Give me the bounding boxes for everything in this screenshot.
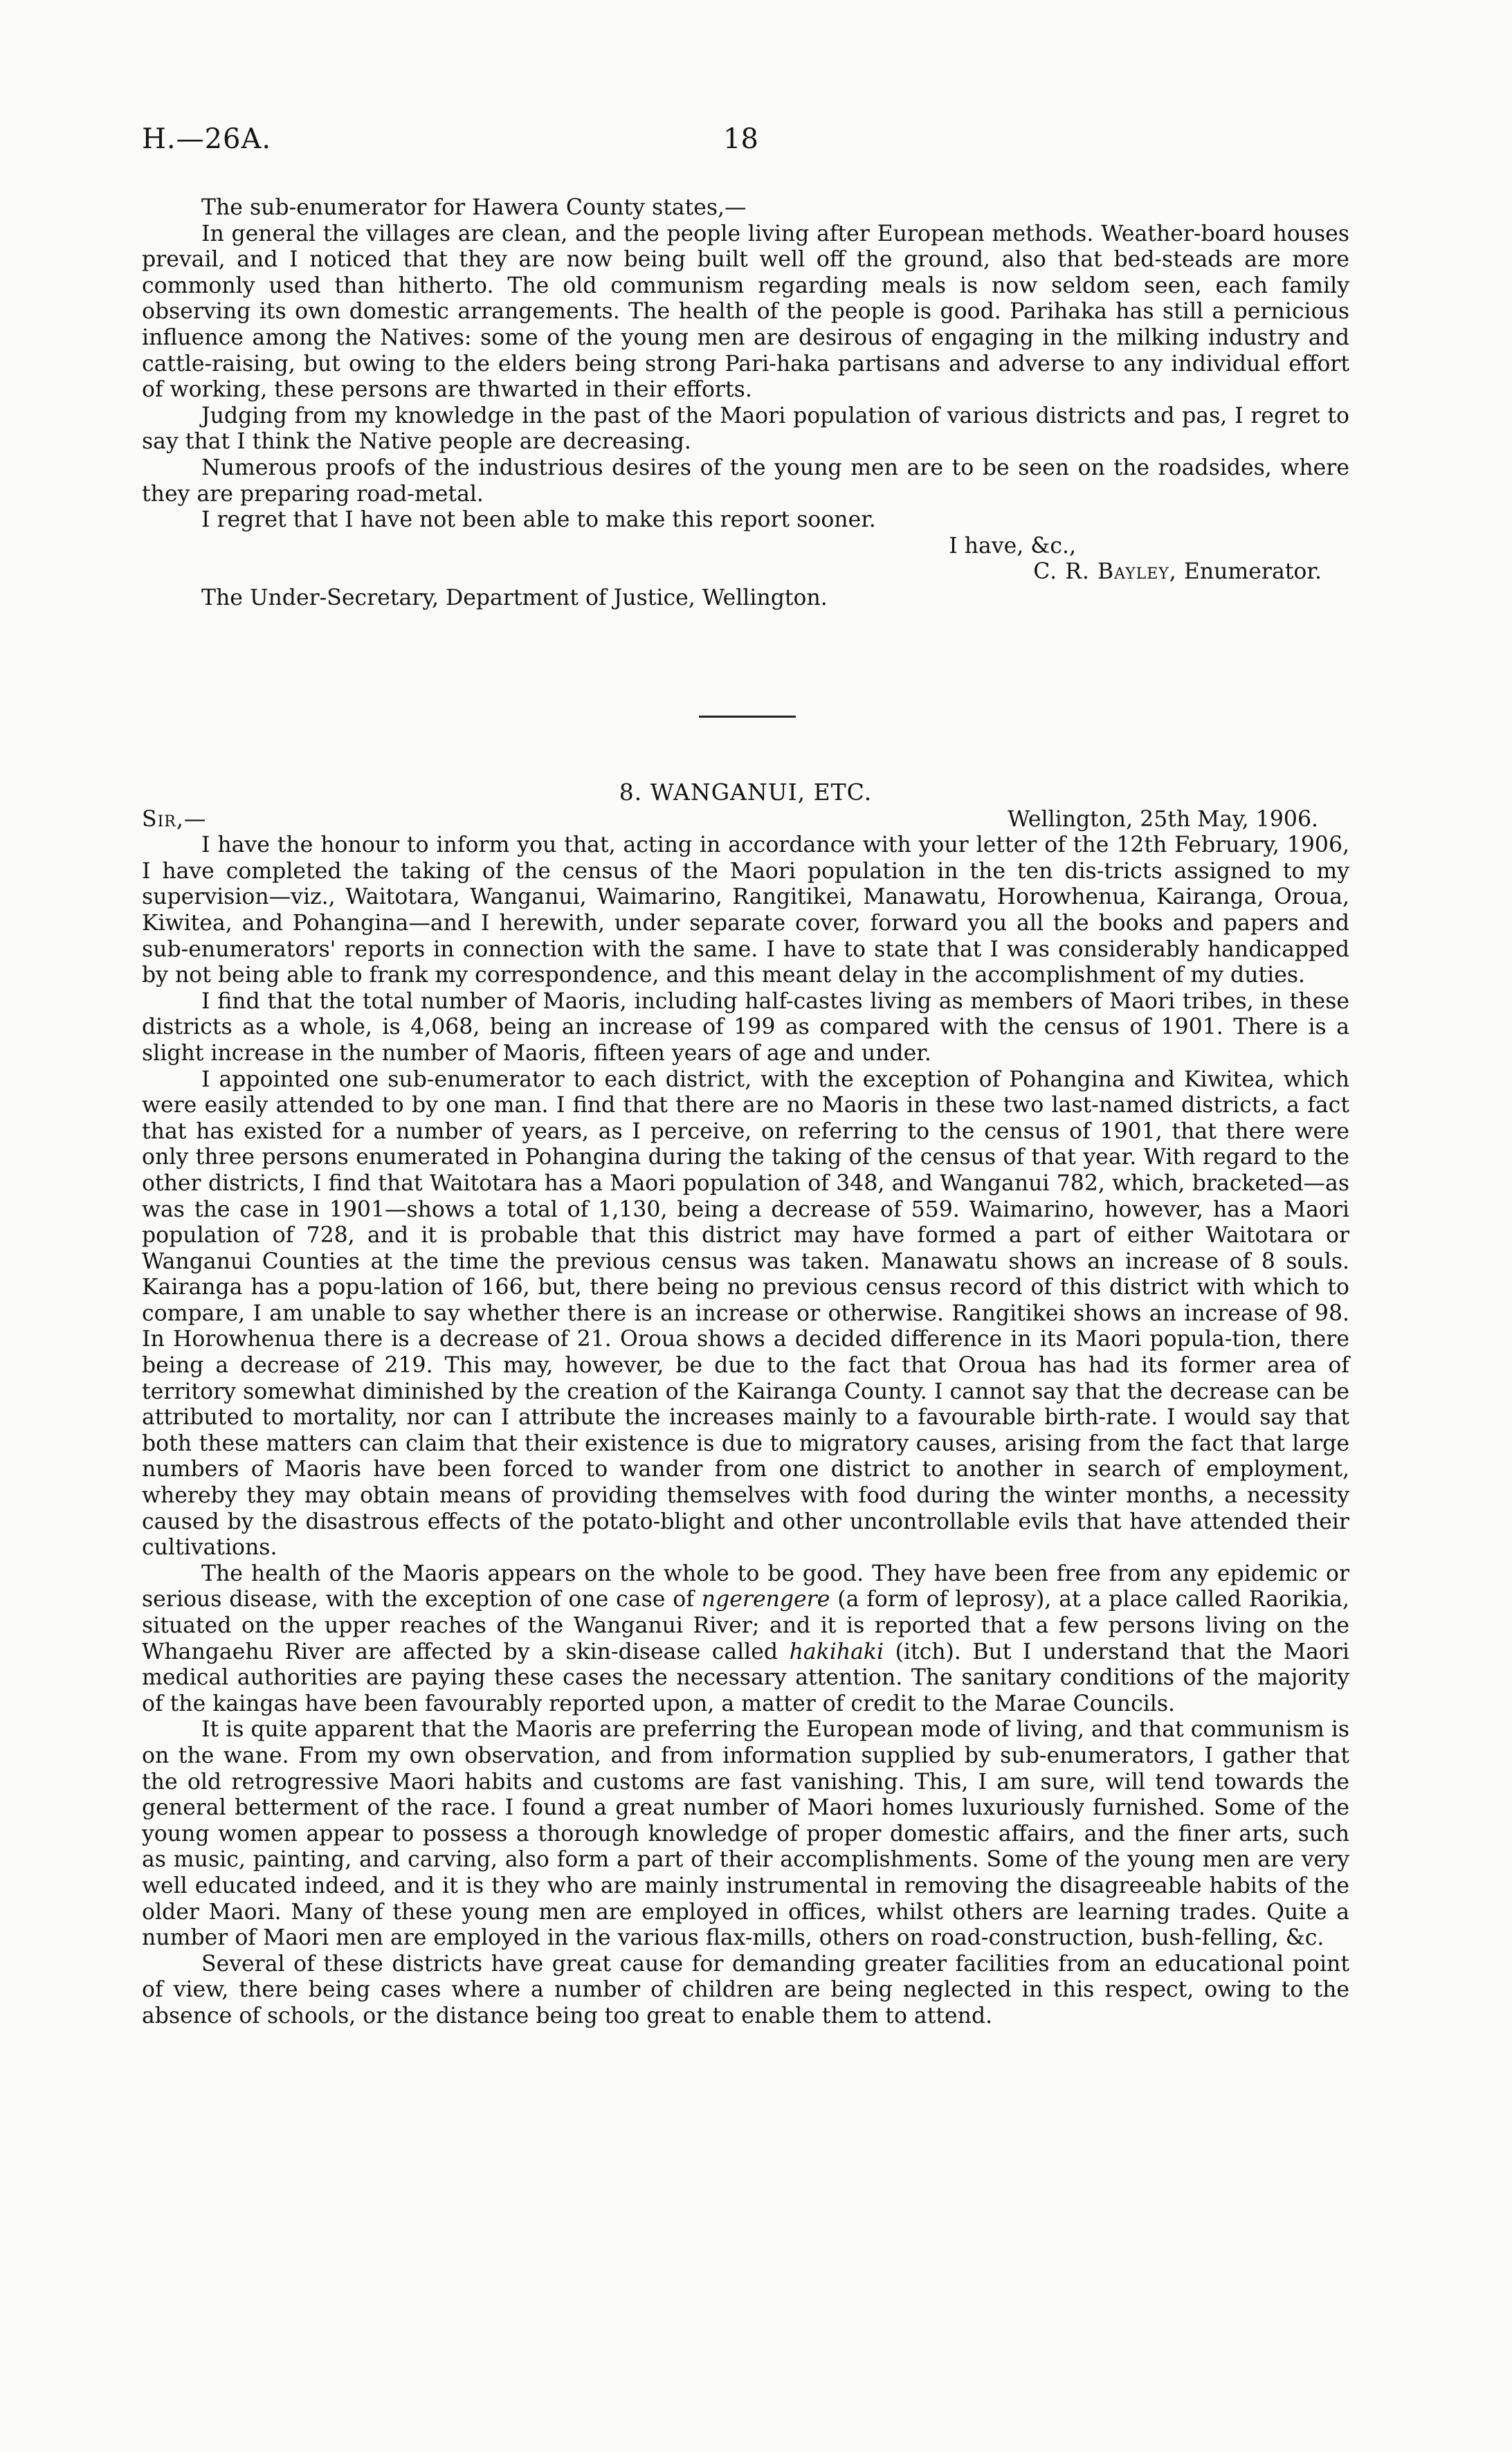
- wanganui-paragraph-1: I have the honour to inform you that, acting in accordance with your letter of the 12th February, 1906, I have completed the taking of the census of the Maori population in the ten dis-tricts assigned to my supervision—viz., Waitotara, Wanganui, Waimarino, Rangitikei, Manawatu, Horowhenua, Kairanga, Oroua, Kiwitea, and Pohangina—and I herewith, under separate cover, forward you all the books and papers and sub-enumerators' reports in connection with the same. I have to state that I was considerably handicapped by not being able to frank my correspondence, and this meant delay in the accomplishment of my duties.: [142, 833, 1349, 988]
- maori-term-ngerengere: ngerengere: [701, 1587, 830, 1613]
- health-text-a: The health of the Maoris appears on the whole to be good. They have been free from any epidemic or serious disease, with the exception of one case of: [142, 1561, 1349, 1613]
- salutation-line: [142, 807, 1349, 833]
- wanganui-paragraph-6: Several of these districts have great cause for demanding greater facilities from an educational point of view, there being cases where a number of children are being neglected in this respect, owing to the absence of schools, or the distance being too great to enable them to attend.: [142, 1951, 1349, 2028]
- wanganui-paragraph-4: [142, 1561, 1349, 1718]
- hawera-report: [142, 195, 1349, 612]
- wanganui-paragraph-2: I find that the total number of Maoris, including half-castes living as members of Maori tribes, in these districts as a whole, is 4,068, being an increase of 199 as compared with the census of 1901. There is a slight increase in the number of Maoris, fifteen years of age and under.: [142, 988, 1349, 1066]
- hawera-paragraph-2: Judging from my knowledge in the past of the Maori population of various districts and pas, I regret to say that I think the Native people are decreasing.: [142, 403, 1349, 455]
- hawera-paragraph-4: I regret that I have not been able to make this report sooner.: [201, 507, 876, 533]
- place-date: Wellington, 25th May, 1906.: [1008, 806, 1318, 832]
- wanganui-paragraph-3: I appointed one sub-enumerator to each district, with the exception of Pohangina and Kiwitea, which were easily attended to by one man. I find that there are no Maoris in these two last-named districts, a fact that has existed for a number of years, as I perceive, on referring to the census of 1901, that there were only three persons enumerated in Pohangina during the taking of the census of that year. With regard to the other districts, I find that Waitotara has a Maori population of 348, and Wanganui 782, which, bracketed—as was the case in 1901—shows a total of 1,130, being a decrease of 559. Waimarino, however, has a Maori population of 728, and it is probable that this district may have formed a part of either Waitotara or Wanganui Counties at the time the previous census was taken. Manawatu shows an increase of 8 souls. Kairanga has a popu-lation of 166, but, there being no previous census record of this district with which to compare, I am unable to say whether there is an increase or otherwise. Rangitikei shows an increase of 98. In Horowhenua there is a decrease of 21. Oroua shows a decided difference in its Maori popula-tion, there being a decrease of 219. This may, however, be due to the fact that Oroua has had its former area of territory somewhat diminished by the creation of the Kairanga County. I cannot say that the decrease can be attributed to mortality, nor can I attribute the increases mainly to a favourable birth-rate. I would say that both these matters can claim that their existence is due to migratory causes, arising from the fact that large numbers of Maoris have been forced to wander from one district to another in search of employment, whereby they may obtain means of providing themselves with food during the winter months, a necessity caused by the disastrous effects of the potato-blight and other uncontrollable evils that have attended their cultivations.: [142, 1066, 1349, 1561]
- hawera-paragraph-3: Numerous proofs of the industrious desires of the young men are to be seen on the roadsides, where they are preparing road-metal.: [142, 455, 1349, 507]
- health-text-b: (a form of leprosy), at a place called Raorikia, situated on the upper reaches of the Wanganui River; and it is reported that a few persons living on the Whangaehu River are affected by a skin-disease called: [142, 1587, 1349, 1664]
- closing-formula: I have, &c.,: [949, 533, 1076, 558]
- page-number: 18: [723, 123, 758, 155]
- health-text-c: (itch). But I understand that the Maori medical authorities are paying these cases the necessary attention. The sanitary conditions of the majority of the kaingas have been favourably reported upon, a matter of credit to the Marae Councils.: [142, 1639, 1349, 1716]
- addressee: The Under-Secretary, Department of Justice, Wellington.: [201, 585, 828, 610]
- signature-name: C. R. Bayley,: [1033, 559, 1177, 585]
- wanganui-report: [142, 779, 1349, 2030]
- signature: [142, 559, 1349, 585]
- section-title: 8. WANGANUI, ETC.: [619, 779, 873, 806]
- salutation: Sir,—: [142, 806, 207, 832]
- maori-term-hakihaki: hakihaki: [789, 1639, 884, 1664]
- signature-role: Enumerator.: [1183, 559, 1322, 585]
- page-header: [142, 123, 1370, 172]
- section-divider: [699, 716, 796, 718]
- wanganui-paragraph-5: It is quite apparent that the Maoris are preferring the European mode of living, and that communism is on the wane. From my own observation, and from information supplied by sub-enumerators, I gather that the old retrogressive Maori habits and customs are fast vanishing. This, I am sure, will tend towards the general betterment of the race. I found a great number of Maori homes luxuriously furnished. Some of the young women appear to possess a thorough knowledge of proper domestic affairs, and the finer arts, such as music, painting, and carving, also form a part of their accomplishments. Some of the young men are very well educated indeed, and it is they who are mainly instrumental in removing the disagreeable habits of the older Maori. Many of these young men are employed in offices, whilst others are learning trades. Quite a number of Maori men are employed in the various flax-mills, others on road-construction, bush-felling, &c.: [142, 1717, 1349, 1951]
- hawera-intro: The sub-enumerator for Hawera County states,—: [201, 195, 747, 220]
- hawera-paragraph-1: In general the villages are clean, and the people living after European methods. Weather-board houses prevail, and I noticed that they are now being built well off the ground, also that bed-steads are more commonly used than hitherto. The old communism regarding meals is now seldom seen, each family observing its own domestic arrangements. The health of the people is good. Parihaka has still a pernicious influence among the Natives: some of the young men are desirous of engaging in the milking industry and cattle-raising, but owing to the elders being strong Pari-haka partisans and adverse to any individual effort of working, these persons are thwarted in their efforts.: [142, 221, 1349, 403]
- document-reference: H.—26A.: [142, 123, 272, 155]
